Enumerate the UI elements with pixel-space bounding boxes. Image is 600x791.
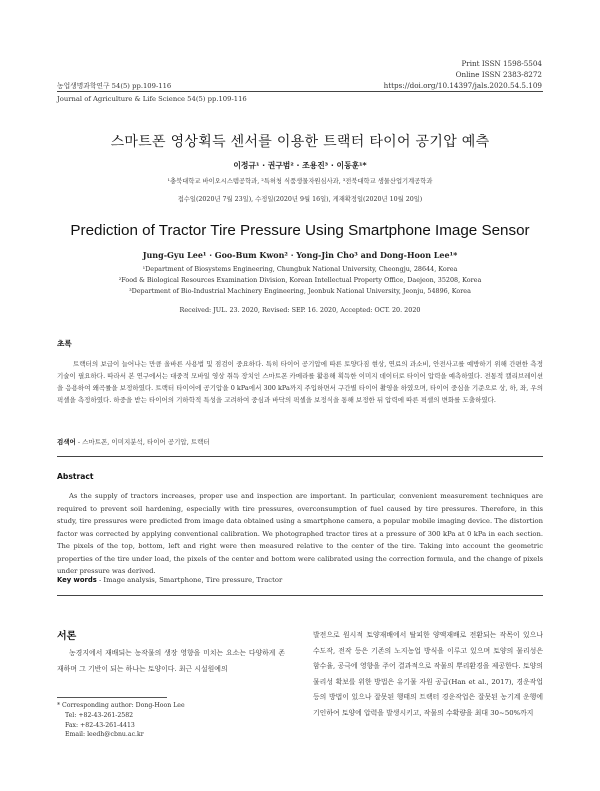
intro-left-column: 농경지에서 재배되는 농작물의 생장 영향을 미치는 요소는 다양하게 존재하며 그 기반이 되는 하나는 토양이다. 최근 시설원예의: [57, 649, 285, 673]
print-issn: Print ISSN 1598-5504: [461, 59, 542, 68]
corresponding-author: * Corresponding author: Dong-Hoon Lee: [57, 702, 185, 709]
affiliations-korean: ¹충북대학교 바이오시스템공학과, ²특허청 식품생물자원심사과, ³전북대학교 생물산업기계공학과: [167, 178, 433, 185]
abstract-en-rule: [57, 595, 543, 596]
authors-english: Jung-Gyu Lee¹ · Goo-Bum Kwon² · Yong-Jin Cho³ and Dong-Hoon Lee¹*: [142, 250, 458, 260]
title-english: Prediction of Tractor Tire Pressure Using Smartphone Image Sensor: [70, 222, 530, 239]
authors-korean: 이정규¹ · 권구범² · 조용진³ · 이동훈¹*: [233, 161, 367, 170]
footnote: [57, 701, 185, 740]
abstract-ko-rule: [57, 456, 543, 457]
doi-link[interactable]: https://doi.org/10.14397/jals.2020.54.5.109: [383, 81, 542, 90]
keywords-en: [57, 576, 282, 584]
abstract-ko-heading: 초록: [57, 339, 72, 348]
keywords-en-label: Key words: [57, 576, 97, 584]
keywords-ko: [57, 437, 210, 446]
affiliations-english: [0, 264, 600, 298]
footnote-tel: Tel: +82-43-261-2582: [65, 711, 134, 719]
title-korean: 스마트폰 영상획득 센서를 이용한 트랙터 타이어 공기압 예측: [110, 134, 490, 150]
journal-en: Journal of Agriculture & Life Science 54(5) pp.109-116: [57, 95, 247, 103]
abstract-ko-text: 트랙터의 보급이 늘어나는 만큼 올바른 사용법 및 점검이 중요하다. 특히 타이어 공기압에 따른 토양다짐 현상, 연료의 과소비, 안전사고를 예방하기 위해 간편한 측정기술이 필요하다. 따라서 본 연구에서는 대중적 모바일 영상 취득 장치인 스마트폰 카메라를 활용해 획득한 이미지 데이터로 타이어 압력을 예측하였다. 전통적 캘리브레이션을 응용하여 왜곡률을 보정하였다. 트랙터 타이어에 공기압을 0 kPa에서 300 kPa까지 주입하면서 구간별 타이어 촬영을 하였으며, 타이어 중심을 기준으로 상, 하, 좌, 우의 픽셀을 측정하였다. 하중을 받는 타이어의 기하학적 특성을 고려하여 중심과 바닥의 픽셀을 보정식을 통해 보정한 뒤 압력에 따른 픽셀의 변화를 도출하였다.: [57, 360, 543, 405]
abstract-en-text: As the supply of tractors increases, proper use and inspection are important. In particular, convenient measurement techniques are required to prevent soil hardening, especially with tire pressures, overconsumption of fuel caused by tire pressures. Therefore, in this study, tire pressures were predicted from image data obtained using a smartphone camera, a popular mobile imaging device. The distortion factor was corrected by applying conventional calibration. We photographed tractor tires at a pressure of 300 kPa at 0 kPa in each section. The pixels of the top, bottom, left and right were then measured relative to the center of the tire. Taking into account the geometric properties of the tire under load, the pixels of the center and bottom were calibrated using the correction formula, and the change of pixels under pressure was derived.: [57, 492, 543, 575]
issn-block: [384, 58, 542, 91]
footnote-fax: Fax: +82-43-261-4413: [65, 721, 135, 729]
intro-heading: 서론: [57, 631, 77, 642]
keywords-ko-label: 검색어: [57, 438, 76, 446]
keywords-ko-list: - 스마트폰, 이미지분석, 타이어 공기압, 트랙터: [77, 438, 210, 446]
header-rule: [57, 91, 543, 92]
journal-ko: 농업생명과학연구 54(5) pp.109-116: [57, 82, 172, 90]
affiliation-1: ¹Department of Biosystems Engineering, Chungbuk National University, Cheongju, 28644, Korea: [142, 265, 458, 273]
affiliation-2: ²Food & Biological Resources Examination Division, Korean Intellectual Property Office, Daejeon, 35208, Korea: [118, 276, 482, 285]
dates-korean: 접수일(2020년 7월 23일), 수정일(2020년 9월 16일), 게재확정일(2020년 10월 20일): [177, 196, 423, 203]
dates-english: Received: JUL. 23. 2020, Revised: SEP. 16. 2020, Accepted: OCT. 20. 2020: [179, 306, 421, 314]
intro-right-column: 발전으로 원시적 토양재배에서 탈피한 양액재배로 전환되는 작목이 있으나 수도작, 전작 등은 기존의 노지농업 방식을 이루고 있으며 토양의 물리성은 함수율, 공극에 영향을 주어 결과적으로 작물의 뿌리환경을 제공한다. 토양의 물리성 확보를 위한 방법은 유기물 자원 공급(Han et al., 2017), 경운작업 등의 방법이 있으나 잘못된 행태의 트랙터 경운작업은 잘못된 농기계 운행에 기인하여 토양에 압력을 발생시키고, 작물의 수확량을 최대 30~50%까지: [313, 631, 543, 717]
online-issn: Online ISSN 2383-8272: [455, 70, 542, 79]
footnote-email[interactable]: Email: leedh@cbnu.ac.kr: [65, 731, 144, 739]
keywords-en-list: - Image analysis, Smartphone, Tire pressure, Tractor: [98, 576, 283, 584]
footnote-rule: [57, 697, 167, 698]
abstract-en-heading: Abstract: [57, 472, 94, 481]
affiliation-3: ³Department of Bio-Industrial Machinery Engineering, Jeonbuk National University, Jeonju, 54896, Korea: [129, 287, 471, 296]
